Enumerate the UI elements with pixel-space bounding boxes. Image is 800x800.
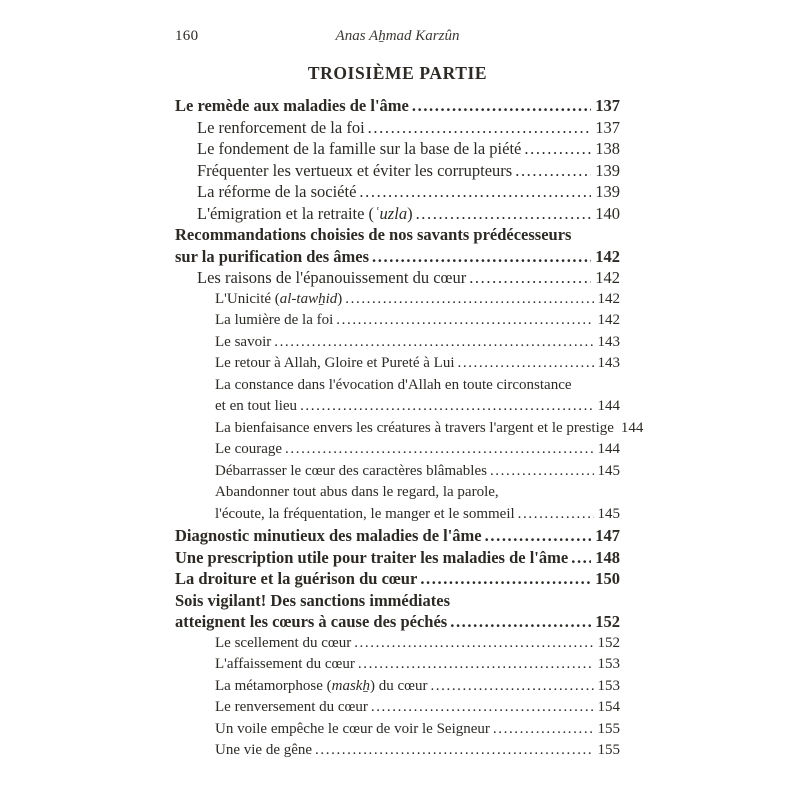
toc-entry-line [215,375,620,397]
toc-entry-label: Le renforcement de la foi [197,117,365,137]
toc-entry [175,676,620,698]
toc-entry-label: Diagnostic minutieux des maladies de l'âme [175,526,482,545]
toc-entry-line [197,160,620,182]
toc-entry-label: Le savoir [215,333,272,350]
toc-entry [175,203,620,225]
toc-entry-line [215,310,620,332]
toc-entry-label: Le retour à Allah, Gloire et Pureté à Lui [215,355,455,371]
toc-dot-leader [466,267,591,289]
toc-entry-label: Le remède aux maladies de l'âme [175,96,409,115]
toc-entry-line [215,396,620,418]
toc-entry [175,461,620,483]
toc-page-number: 152 [595,612,620,631]
toc-entry-label: Sois vigilant! Des sanctions immédiates [175,590,451,610]
toc-page-number: 148 [595,547,620,567]
toc-entry-line [175,95,620,117]
toc-entry-line [197,138,620,160]
toc-entry [175,289,620,311]
toc-dot-leader [297,396,593,418]
toc-entry [175,568,620,590]
toc-entry [175,160,620,182]
toc-entry-line [215,418,644,440]
toc-dot-leader [490,719,594,741]
toc-entry-line [175,525,620,547]
toc-entry-line [215,504,620,526]
toc-page-number: 144 [620,419,644,436]
toc-entry-label: Le scellement du cœur [215,634,352,651]
toc-entry [175,117,620,139]
toc-page-number: 142 [597,290,620,307]
toc-entry [175,590,620,633]
toc-dot-leader [515,504,594,526]
toc-entry [175,181,620,203]
toc-entry-label: La droiture et la guérison du cœur [175,569,418,588]
toc-entry [175,224,620,267]
toc-entry-line [215,289,620,311]
toc-page-number: 147 [595,526,620,545]
toc-entry-line [197,203,620,225]
toc-entry [175,267,620,289]
toc-entry-label: atteignent les cœurs à cause des péchés [175,612,448,631]
toc-entry-line [197,117,620,139]
toc-page-number: 153 [597,656,620,672]
folio-number: 160 [175,28,199,44]
toc-entry-label: L'émigration et la retraite (ʿuzla) [197,203,413,223]
toc-entry [175,719,620,741]
toc-entry-label: La métamorphose (maskẖ) du cœur [215,677,428,694]
toc-page-number: 154 [597,699,620,715]
toc-entry-label: L'affaissement du cœur [215,656,355,672]
toc-dot-leader [369,246,591,268]
toc-entry [175,654,620,676]
toc-entry-line [175,590,620,612]
toc-dot-leader [455,353,594,375]
toc-entry-label: La réforme de la société [197,182,357,201]
toc-dot-leader [409,95,591,117]
toc-entry-line [215,654,620,676]
transliterated-term: ʿuzla [374,203,408,223]
toc-entry [175,418,644,440]
toc-entry-label: sur la purification des âmes [175,246,370,266]
toc-entry-line [175,246,620,268]
toc-entry [175,525,620,547]
toc-entry [175,697,620,719]
table-of-contents [175,95,644,762]
toc-dot-leader [413,203,592,225]
toc-entry-line [197,181,620,203]
toc-entry-label: L'Unicité (al-tawẖid) [215,290,343,307]
toc-entry-line [215,697,620,719]
toc-page-number: 143 [597,355,620,371]
toc-page-number: 152 [597,634,620,651]
transliterated-term: maskẖ [331,677,370,694]
toc-dot-leader [351,633,593,655]
toc-dot-leader [568,547,591,569]
toc-entry-label: La constance dans l'évocation d'Allah en toute circonstance [215,376,572,393]
toc-dot-leader [365,117,592,139]
section-title: TROISIÈME PARTIE [307,63,488,83]
toc-dot-leader [512,160,591,182]
toc-dot-leader [487,461,594,483]
toc-entry-label: Débarrasser le cœur des caractères blâmables [215,462,487,479]
toc-page-number: 153 [597,677,620,694]
page-header [175,28,620,48]
toc-entry-line [215,439,620,461]
toc-entry-line [175,224,620,246]
toc-page-number: 140 [595,203,620,223]
toc-entry [175,439,620,461]
toc-page-number: 155 [597,742,620,758]
toc-page-number: 137 [595,117,620,137]
toc-page-number: 145 [597,462,620,479]
toc-entry-label: Fréquenter les vertueux et éviter les corrupteurs [197,160,513,180]
toc-entry-label: Une prescription utile pour traiter les maladies de l'âme [175,547,569,567]
toc-dot-leader [271,332,593,354]
toc-page-number: 143 [597,333,620,350]
toc-entry-label: La lumière de la foi [215,312,334,328]
toc-dot-leader [312,740,593,762]
toc-entry-label: Le renversement du cœur [215,699,368,715]
toc-page-number: 144 [597,398,620,414]
toc-entry [175,332,620,354]
toc-entry-line [215,461,620,483]
toc-entry-line [215,482,620,504]
toc-entry-label: l'écoute, la fréquentation, le manger et le sommeil [215,505,515,522]
toc-page-number: 155 [597,720,620,737]
toc-page-number: 150 [595,569,620,588]
toc-entry-line [215,740,620,762]
toc-entry-label: Le fondement de la famille sur la base de la piété [197,139,522,158]
transliterated-term: al-tawẖid [279,290,338,307]
toc-dot-leader [282,439,593,461]
toc-entry-line [197,267,620,289]
toc-dot-leader [333,310,593,332]
toc-page-number: 142 [595,246,620,266]
toc-entry-line [175,568,620,590]
toc-entry [175,547,620,569]
toc-page-number: 145 [597,505,620,522]
toc-entry [175,740,620,762]
toc-entry-line [215,353,620,375]
toc-dot-leader [447,611,591,633]
toc-page-number: 142 [595,268,620,287]
toc-dot-leader [427,676,593,698]
toc-entry-label: La bienfaisance envers les créatures à travers l'argent et le prestige [215,419,614,436]
toc-page-number: 144 [597,441,620,457]
toc-entry-line [175,611,620,633]
running-header: Anas Aẖmad Karzûn [335,28,460,44]
toc-page-number: 139 [595,182,620,201]
toc-entry [175,138,620,160]
toc-entry [175,95,620,117]
toc-page-number: 139 [595,160,620,180]
toc-entry-label: Recommandations choisies de nos savants prédécesseurs [175,225,572,244]
toc-entry [175,375,620,418]
toc-entry-label: Un voile empêche le cœur de voir le Seigneur [215,720,490,737]
toc-entry-label: Abandonner tout abus dans le regard, la parole, [215,484,499,500]
toc-page-number: 137 [595,96,620,115]
toc-page-number: 138 [595,139,620,158]
toc-entry-label: Une vie de gêne [215,742,313,758]
toc-page-number: 142 [597,312,620,328]
toc-entry [175,482,620,525]
toc-entry-label: et en tout lieu [215,398,298,414]
toc-dot-leader [355,654,594,676]
toc-entry-line [215,676,620,698]
toc-dot-leader [521,138,591,160]
toc-entry [175,310,620,332]
toc-entry-line [175,547,620,569]
toc-dot-leader [368,697,594,719]
toc-entry [175,633,620,655]
toc-entry [175,353,620,375]
toc-dot-leader [482,525,592,547]
toc-entry-label: Les raisons de l'épanouissement du cœur [197,268,467,287]
toc-dot-leader [356,181,591,203]
toc-entry-label: Le courage [215,441,283,457]
toc-entry-line [215,332,620,354]
toc-dot-leader [342,289,593,311]
toc-entry-line [215,719,620,741]
toc-dot-leader [417,568,591,590]
toc-entry-line [215,633,620,655]
